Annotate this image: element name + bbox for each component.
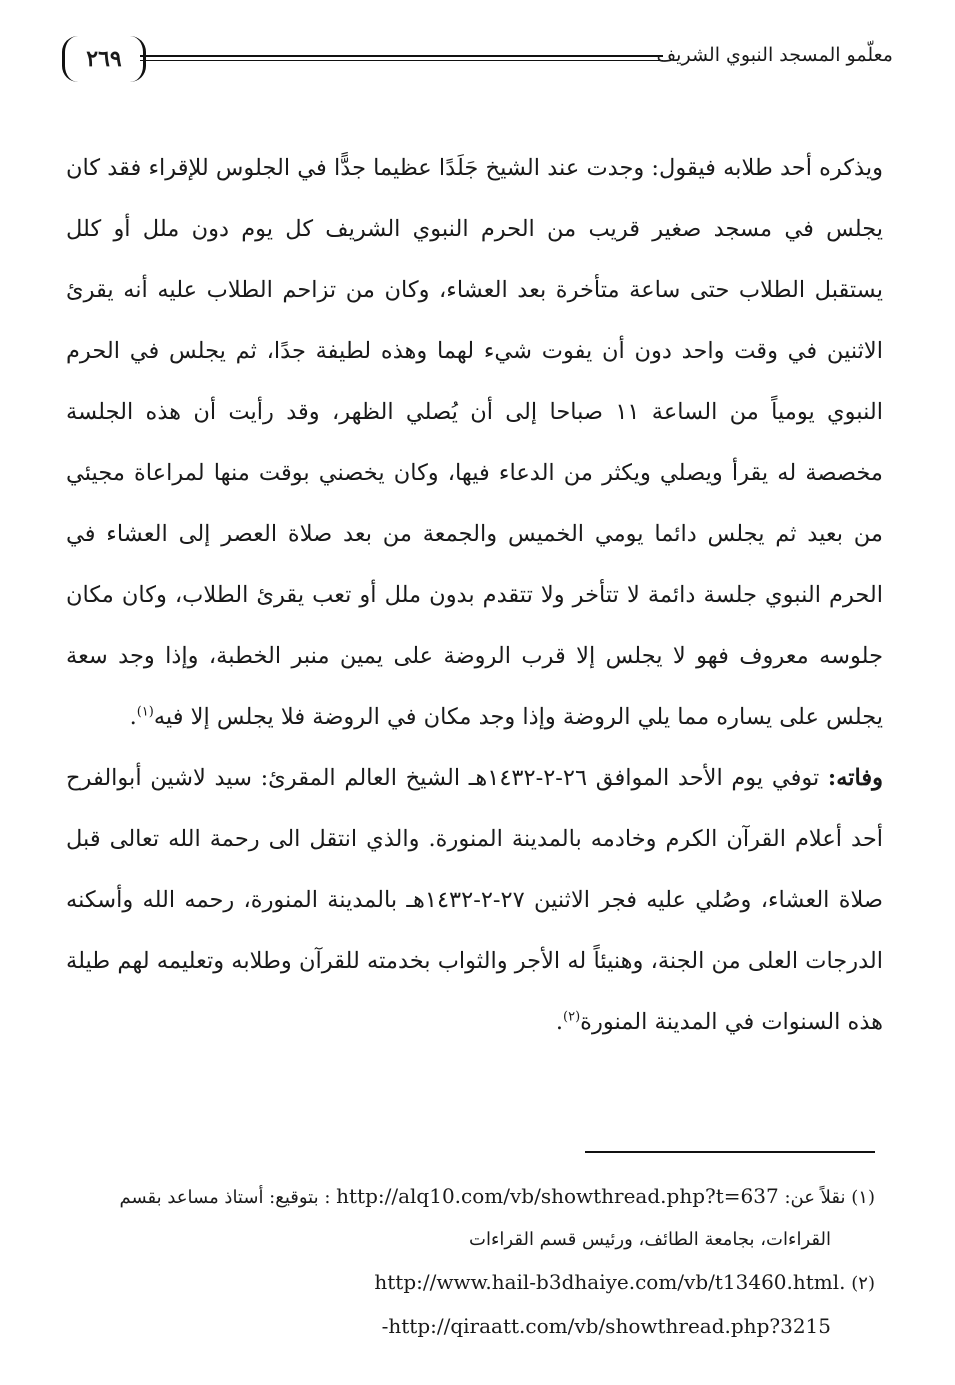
footnotes bbox=[66, 1175, 875, 1349]
footnote-2 bbox=[66, 1261, 875, 1305]
paragraph-2 bbox=[66, 748, 883, 1053]
footnote-ref-2: (٢) bbox=[563, 1009, 581, 1025]
footnote-2-continuation-url[interactable]: -http://qiraatt.com/vb/showthread.php?3215 bbox=[381, 1314, 831, 1338]
footnote-ref-1: (١) bbox=[136, 704, 154, 720]
main-text bbox=[66, 138, 883, 1053]
footnote-1-continuation: القراءات، بجامعة الطائف، ورئيس قسم القراءات bbox=[469, 1229, 831, 1250]
header-rule bbox=[140, 55, 663, 61]
paragraph-2-end: . bbox=[555, 1009, 564, 1035]
death-label: وفاته: bbox=[827, 765, 883, 791]
footnote-1-url[interactable]: http://alq10.com/vb/showthread.php?t=637 bbox=[336, 1184, 779, 1208]
footnote-1-number: (١) bbox=[851, 1187, 875, 1208]
footnote-2-number: (٢) bbox=[851, 1273, 875, 1294]
footnote-2-url[interactable]: http://www.hail-b3dhaiye.com/vb/t13460.html. bbox=[374, 1270, 846, 1294]
footnote-separator bbox=[585, 1151, 875, 1153]
paragraph-1-text: ويذكره أحد طلابه فيقول: وجدت عند الشيخ جَلَدًا عظيما جدًّا في الجلوس للإقراء فقد كان يجلس في مسجد صغير قريب من الحرم النبوي الشريف كل يوم دون ملل أو كلل يستقبل الطلاب حتى ساعة متأخرة بعد العشاء، وكان من تزاحم الطلاب عليه أنه يقرئ الاثنين في وقت واحد دون أن يفوت شيء لهما وهذه لطيفة جدًا، ثم يجلس في الحرم النبوي يومياً من الساعة ١١ صباحا إلى أن يُصلي الظهر، وقد رأيت أن هذه الجلسة مخصصة له يقرأ ويصلي ويكثر من الدعاء فيها، وكان يخصني بوقت منها لمراعاة مجيئي من بعيد ثم يجلس دائما يومي الخميس والجمعة من بعد صلاة العصر إلى العشاء في الحرم النبوي جلسة دائمة لا تتأخر ولا تتقدم بدون ملل أو تعب يقرئ الطلاب، وكان مكان جلوسه معروف فهو لا يجلس إلا قرب الروضة على يمين منبر الخطبة، وإذا وجد سعة يجلس على يساره مما يلي الروضة وإذا وجد مكان في الروضة فلا يجلس إلا فيه bbox=[66, 155, 883, 730]
page-header bbox=[62, 36, 893, 86]
paragraph-1-end: . bbox=[129, 704, 137, 730]
paragraph-2-text: توفي يوم الأحد الموافق ٢٦-٢-١٤٣٢هـ الشيخ العالم المقرئ: سيد لاشين أبوالفرح أحد أعلام القرآن الكرم وخادمه بالمدينة المنورة. والذي انتقل الى رحمة الله تعالى قبل صلاة العشاء، وصُلي عليه فجر الاثنين ٢٧-٢-١٤٣٢هـ بالمدينة المنورة، رحمه الله وأسكنه الدرجات العلى من الجنة، وهنيئاً له الأجر والثواب بخدمته للقرآن وطلابه وتعليمه لهم طيلة هذه السنوات في المدينة المنورة bbox=[66, 765, 884, 1035]
footnote-1 bbox=[66, 1175, 875, 1219]
footnote-2-continuation bbox=[66, 1305, 875, 1349]
footnote-1-prefix: نقلاً عن: bbox=[784, 1187, 846, 1208]
footnote-1-suffix: : بتوقيع: أستاذ مساعد بقسم bbox=[119, 1187, 331, 1208]
page-number: ٢٦٩ bbox=[62, 36, 146, 82]
paragraph-1 bbox=[66, 138, 883, 748]
running-title: معلّمو المسجد النبوي الشريف bbox=[656, 44, 893, 66]
